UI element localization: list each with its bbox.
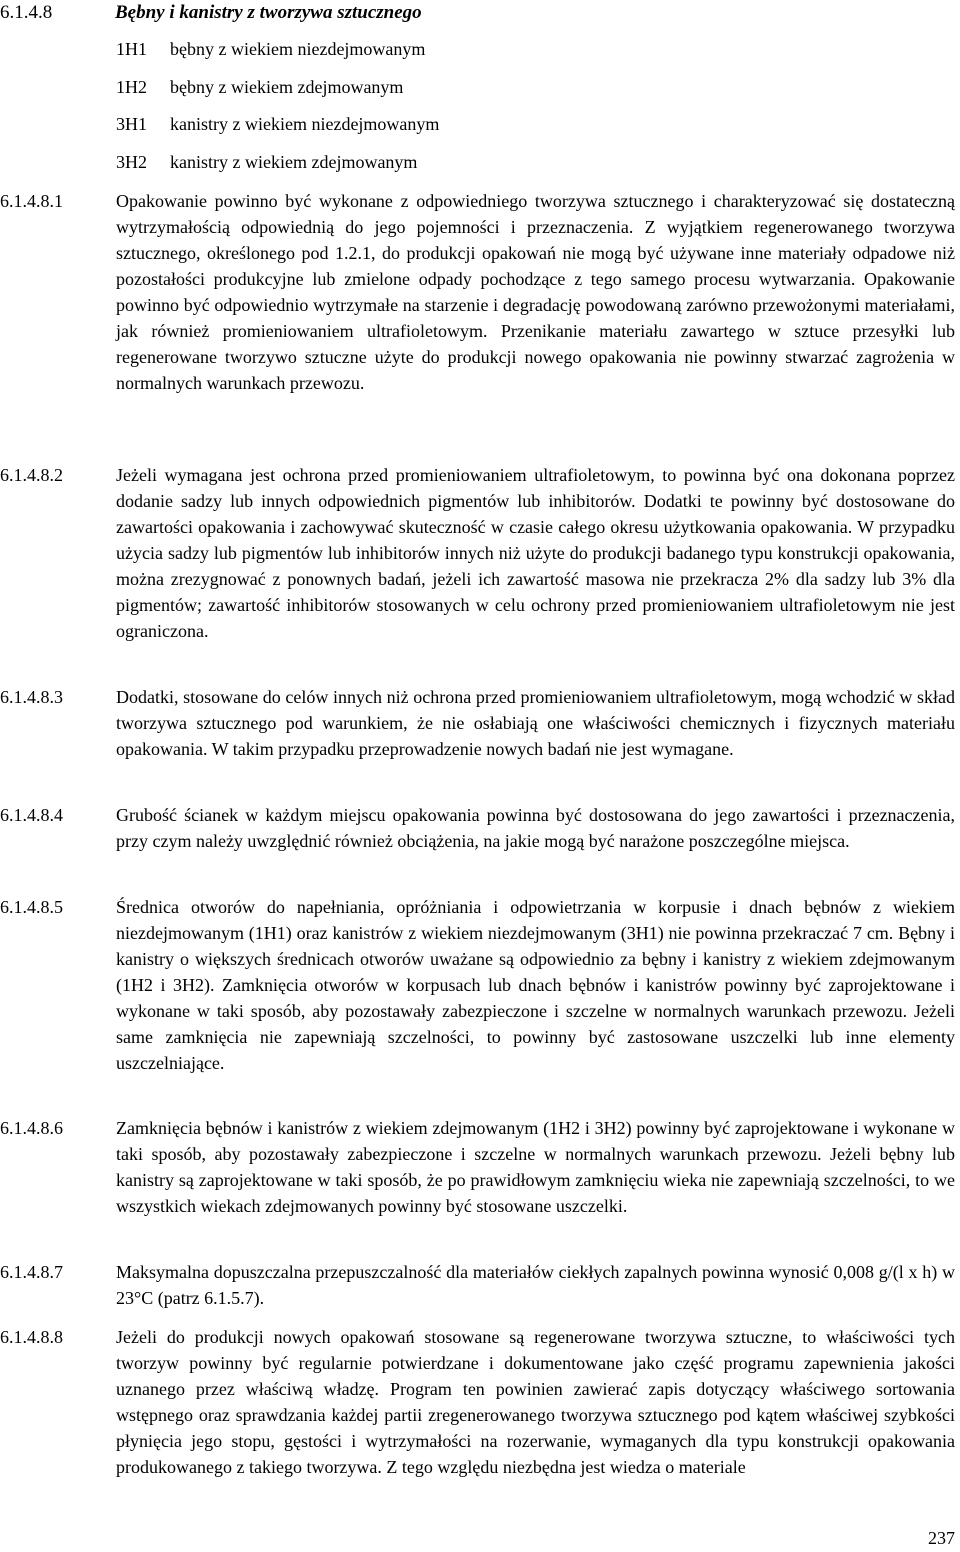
- type-code: 3H2: [116, 152, 147, 173]
- type-code: 1H1: [116, 39, 147, 59]
- section-number: 6.1.4.8.3: [0, 687, 63, 707]
- packaging-types-list: [116, 36, 616, 187]
- type-row: [116, 149, 616, 187]
- heading-number: 6.1.4.8: [0, 2, 53, 23]
- section-number: 6.1.4.8.7: [0, 1262, 63, 1282]
- page-number: 237: [928, 1528, 955, 1548]
- type-row: [116, 111, 616, 149]
- section-text: Maksymalna dopuszczalna przepuszczalność dla materiałów ciekłych zapalnych powinna wynosić 0,008 g/(l x h) w 23°C (patrz 6.1.5.7).: [116, 1262, 955, 1308]
- section-number: 6.1.4.8.2: [0, 465, 63, 485]
- heading-title: Bębny i kanistry z tworzywa sztucznego: [115, 2, 422, 23]
- section-text: Średnica otworów do napełniania, opróżniania i odpowietrzania w korpusie i dnach bębnów z wiekiem niezdejmowanym (1H1) oraz kanistrów z wiekiem niezdejmowanym (3H1) nie powinna przekraczać 7 cm. Bębny i kanistry o większych średnicach otworów uważane są odpowiednio za bębny i kanistry z wiekiem zdejmowanym (1H2 i 3H2). Zamknięcia otworów w korpusach lub dnach bębnów i kanistrów powinny być zaprojektowane i wykonane w taki sposób, aby pozostawały zabezpieczone i szczelne w normalnych warunkach przewozu. Jeżeli same zamknięcia nie zapewniają szczelności, to powinny być zastosowane uszczelki lub inne elementy uszczelniające.: [116, 897, 955, 1073]
- type-row: [116, 74, 616, 112]
- section-number: 6.1.4.8.6: [0, 1118, 63, 1138]
- type-code: 3H1: [116, 114, 147, 135]
- section-number: 6.1.4.8.5: [0, 897, 63, 917]
- type-description: bębny z wiekiem zdejmowanym: [170, 76, 404, 97]
- section-number: 6.1.4.8.4: [0, 805, 63, 825]
- type-description: kanistry z wiekiem niezdejmowanym: [170, 114, 440, 135]
- section-text: Jeżeli do produkcji nowych opakowań stosowane są regenerowane tworzywa sztuczne, to właściwości tych tworzyw powinny być regularnie potwierdzane i dokumentowane jako część programu zapewnienia jakości uznanego przez właściwą władzę. Program ten powinien zawierać zapis dotyczący właściwego sortowania wstępnego oraz sprawdzania każdej partii zregenerowanego tworzywa sztucznego pod kątem właściwej szybkości płynięcia jego stopu, gęstości i wytrzymałości na rozerwanie, wymaganych dla typu konstrukcji opakowania produkowanego z takiego tworzywa. Z tego względu niezbędna jest wiedza o materiale: [116, 1327, 955, 1477]
- section-number: 6.1.4.8.8: [0, 1327, 63, 1347]
- section-text: Jeżeli wymagana jest ochrona przed promieniowaniem ultrafioletowym, to powinna być ona dokonana poprzez dodanie sadzy lub innych odpowiednich pigmentów lub inhibitorów. Dodatki te powinny być dostosowane do zawartości opakowania i zachowywać skuteczność w czasie całego okresu użytkowania opakowania. W przypadku użycia sadzy lub pigmentów lub inhibitorów innych niż użyte do produkcji badanego typu konstrukcji opakowania, można zrezygnować z ponownych badań, jeżeli ich zawartość masowa nie przekracza 2% dla sadzy lub 3% dla pigmentów; zawartość inhibitorów stosowanych w celu ochrony przed promieniowaniem ultrafioletowym nie jest ograniczona.: [116, 465, 955, 641]
- section-heading: [0, 0, 422, 26]
- type-description: bębny z wiekiem niezdejmowanym: [170, 39, 426, 59]
- section-text: Grubość ścianek w każdym miejscu opakowania powinna być dostosowana do jego zawartości i przeznaczenia, przy czym należy uwzględnić również obciążenia, na jakie mogą być narażone poszczególne miejsca.: [116, 805, 955, 851]
- section-number: 6.1.4.8.1: [0, 191, 63, 211]
- section-text: Dodatki, stosowane do celów innych niż ochrona przed promieniowaniem ultrafioletowym, mogą wchodzić w skład tworzywa sztucznego pod warunkiem, że nie osłabiają one właściwości chemicznych i fizycznych materiału opakowania. W takim przypadku przeprowadzenie nowych badań nie jest wymagane.: [116, 687, 955, 759]
- type-row: [116, 36, 616, 74]
- type-code: 1H2: [116, 76, 147, 97]
- section-text: Opakowanie powinno być wykonane z odpowiedniego tworzywa sztucznego i charakteryzować się dostateczną wytrzymałością odpowiednią do jego pojemności i przeznaczenia. Z wyjątkiem regenerowanego tworzywa sztucznego, określonego pod 1.2.1, do produkcji opakowań nie mogą być używane inne materiały odpadowe niż pozostałości produkcyjne lub zmielone odpady pochodzące z tego samego procesu wytwarzania. Opakowanie powinno być odpowiednio wytrzymałe na starzenie i degradację powodowaną zarówno przewożonymi materiałami, jak również promieniowaniem ultrafioletowym. Przenikanie materiału zawartego w sztuce przesyłki lub regenerowane tworzywo sztuczne użyte do produkcji nowego opakowania nie powinny stwarzać zagrożenia w normalnych warunkach przewozu.: [116, 191, 955, 393]
- type-description: kanistry z wiekiem zdejmowanym: [170, 152, 418, 173]
- section-text: Zamknięcia bębnów i kanistrów z wiekiem zdejmowanym (1H2 i 3H2) powinny być zaprojektowane i wykonane w taki sposób, aby pozostawały zabezpieczone i szczelne w normalnych warunkach przewozu. Jeżeli bębny lub kanistry są zaprojektowane w taki sposób, że po prawidłowym zamknięciu wieka nie zapewniają szczelności, to we wszystkich wiekach zdejmowanych powinny być stosowane uszczelki.: [116, 1118, 955, 1216]
